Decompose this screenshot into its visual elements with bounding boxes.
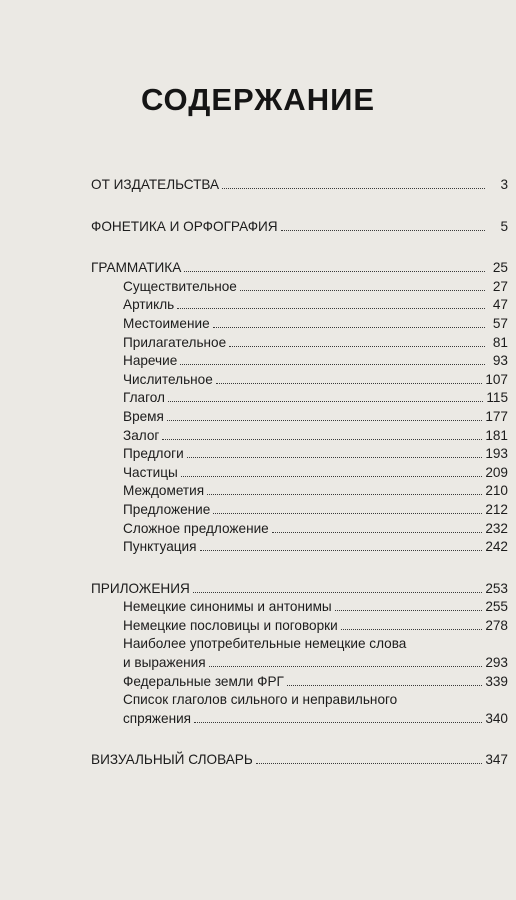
toc-label: Наречие: [123, 353, 178, 369]
toc-page: 339: [485, 673, 508, 689]
toc-label: Артикль: [123, 297, 175, 313]
toc-page: 47: [492, 297, 508, 313]
toc-leader: [222, 187, 485, 189]
toc-subentry: [91, 389, 508, 408]
toc-entry-visual-dictionary: [91, 751, 508, 770]
toc-leader: [213, 512, 482, 514]
toc-subentry: [91, 538, 508, 557]
toc-subentry: [91, 501, 508, 520]
toc-entry-publisher: [91, 176, 508, 195]
toc-subentry: [91, 673, 508, 692]
toc-leader: [162, 438, 482, 440]
toc-leader: [168, 400, 483, 402]
toc-page: 81: [492, 334, 508, 350]
toc-label: и выражения: [123, 655, 206, 671]
toc-page: 107: [485, 371, 508, 387]
toc-subentry: [91, 334, 508, 353]
toc-label: Федеральные земли ФРГ: [123, 673, 284, 689]
toc-leader: [184, 270, 485, 272]
toc-leader: [180, 363, 485, 365]
toc-label: Междометия: [123, 483, 205, 499]
toc-page: 209: [485, 464, 508, 480]
toc-leader: [240, 289, 485, 291]
toc-label: Существительное: [123, 278, 237, 294]
toc-subentry: [91, 315, 508, 334]
toc-leader: [216, 382, 483, 384]
toc-page: 253: [485, 580, 508, 596]
toc-label: Предложение: [123, 501, 211, 517]
toc-subentry: [91, 445, 508, 464]
toc-page: 177: [485, 408, 508, 424]
toc-entry-phonetics: [91, 218, 508, 237]
toc-entry-grammar: [91, 259, 508, 278]
toc-subentry: [91, 464, 508, 483]
toc-subentry: [91, 352, 508, 371]
toc-leader: [287, 684, 482, 686]
toc-page: 347: [485, 752, 508, 768]
table-of-contents: [91, 176, 508, 770]
toc-label: Числительное: [123, 371, 213, 387]
toc-leader: [177, 307, 485, 309]
toc-leader: [167, 419, 482, 421]
toc-label: Залог: [123, 427, 160, 443]
toc-page: 212: [485, 501, 508, 517]
toc-page: 115: [486, 390, 508, 406]
toc-label: Частицы: [123, 464, 178, 480]
toc-label: Прилагательное: [123, 334, 227, 350]
toc-leader: [335, 609, 483, 611]
toc-leader: [194, 721, 482, 723]
toc-label: ПРИЛОЖЕНИЯ: [91, 580, 190, 596]
toc-leader: [193, 591, 482, 593]
toc-label: Предлоги: [123, 446, 184, 462]
appendix-subentries: [91, 598, 508, 728]
toc-subentry: [91, 371, 508, 390]
toc-page: 57: [492, 315, 508, 331]
toc-label-line: Список глаголов сильного и неправильного: [123, 692, 398, 708]
toc-subentry: [91, 296, 508, 315]
toc-page: 25: [492, 260, 508, 276]
toc-leader: [256, 762, 483, 764]
toc-subentry: [91, 710, 508, 729]
toc-subentry: [91, 520, 508, 539]
toc-subentry: [91, 408, 508, 427]
toc-label: спряжения: [123, 710, 192, 726]
toc-subentry: [91, 427, 508, 446]
toc-label: Сложное предложение: [123, 520, 269, 536]
toc-page: 210: [485, 483, 508, 499]
toc-entry-appendix: [91, 580, 508, 599]
toc-page: 278: [485, 617, 508, 633]
toc-label: Пунктуация: [123, 539, 197, 555]
toc-leader: [272, 531, 483, 533]
toc-label: Время: [123, 408, 164, 424]
toc-leader: [187, 456, 483, 458]
toc-label: Немецкие пословицы и поговорки: [123, 617, 338, 633]
toc-label: Немецкие синонимы и антонимы: [123, 599, 332, 615]
toc-subentry: [91, 598, 508, 617]
toc-page: 93: [492, 353, 508, 369]
toc-leader: [207, 493, 482, 495]
toc-label-line: Наиболее употребительные немецкие слова: [123, 636, 407, 652]
toc-page: 3: [500, 177, 508, 192]
toc-page: 5: [500, 218, 508, 234]
toc-subentry: [91, 617, 508, 636]
toc-label: ГРАММАТИКА: [91, 260, 182, 276]
toc-label: ВИЗУАЛЬНЫЙ СЛОВАРЬ: [91, 752, 253, 768]
toc-page: 232: [485, 520, 508, 536]
toc-label: ОТ ИЗДАТЕЛЬСТВА: [91, 177, 220, 192]
toc-page: 340: [485, 710, 508, 726]
toc-leader: [181, 475, 483, 477]
toc-page: 181: [485, 427, 508, 443]
toc-leader: [229, 345, 485, 347]
toc-page: 193: [485, 446, 508, 462]
page-title: СОДЕРЖАНИЕ: [140, 82, 376, 117]
toc-leader: [341, 628, 483, 630]
grammar-subentries: [91, 278, 508, 557]
toc-subentry: [91, 482, 508, 501]
toc-label: Местоимение: [123, 315, 210, 331]
toc-page: 27: [492, 278, 508, 294]
toc-leader: [213, 326, 485, 328]
toc-label: Глагол: [123, 390, 165, 406]
toc-page: 293: [485, 655, 508, 671]
toc-page: 242: [485, 539, 508, 555]
toc-page: 255: [485, 599, 508, 615]
toc-subentry: [91, 278, 508, 297]
toc-leader: [209, 665, 483, 667]
toc-subentry: [91, 654, 508, 673]
toc-label: ФОНЕТИКА И ОРФОГРАФИЯ: [91, 218, 278, 234]
toc-leader: [281, 229, 485, 231]
toc-leader: [200, 549, 483, 551]
